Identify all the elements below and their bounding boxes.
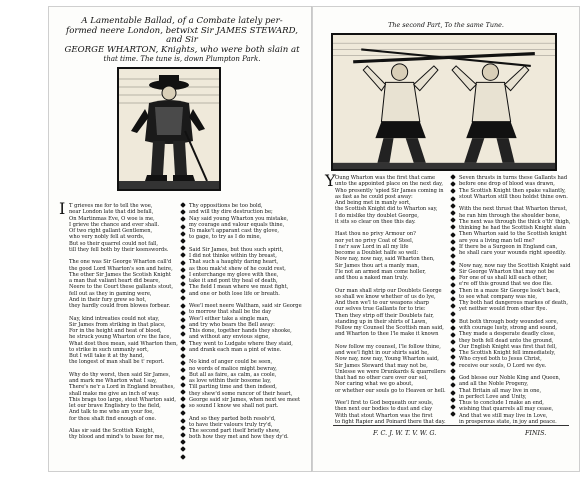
verse-line: to gage, to try as I do mine, <box>189 234 262 241</box>
verse-line: This done, together hands they shooke, <box>189 328 292 334</box>
verse-line: Who cryed both to Jesus Christ, <box>459 356 542 363</box>
verse-line: the Scottish Knight did to Wharton say, <box>335 206 438 213</box>
ornament-diamond-icon <box>180 267 186 273</box>
verse-line: For in the height and heat of blood, <box>69 328 162 334</box>
ornament-diamond-icon <box>450 361 456 367</box>
ornament-diamond-icon <box>450 296 456 302</box>
verse-line: Now nay, now nay, said Wharton then, <box>335 256 435 263</box>
title-line-4 <box>57 55 307 65</box>
verse-line: George said sir James, when next we meet <box>189 396 301 403</box>
ornament-diamond-icon <box>180 238 186 244</box>
verse-line: Then Wharton said to the Scottish knight <box>459 231 567 238</box>
verse-line: Wee'l first to God bequeath our souls, <box>335 400 434 406</box>
right-page <box>312 6 580 472</box>
verse-line: and mark me Wharton what I say, <box>69 378 157 384</box>
verse-line: Now nay, now nay the Scottish Knight said <box>459 262 571 269</box>
verse-line: a man that valiant heart did beare, <box>69 278 161 284</box>
ornament-diamond-icon <box>180 454 186 460</box>
verse-line: it sits so clear on thee this day. <box>335 218 416 225</box>
verse-line: Alas sir said the Scottish Knight, <box>69 428 155 434</box>
ornament-diamond-icon <box>450 318 456 324</box>
verse-line: Why do thy worst, then said Sir James, <box>69 371 171 378</box>
verse-line: before one drop of blood was drawn, <box>459 181 555 188</box>
ornament-diamond-icon <box>180 324 186 330</box>
verse-line: But all as faire, as calm, as coole, <box>189 371 277 378</box>
ornament-diamond-icon <box>180 296 186 302</box>
ornament-diamond-icon <box>450 347 456 353</box>
verse-line: my courage and valour equals thine, <box>189 221 285 228</box>
ornament-diamond-icon <box>180 217 186 223</box>
verse-line: as thou mak'st shew of he could rest, <box>189 265 286 272</box>
verse-line: What dost thou mean, said Wharton then, <box>69 340 178 347</box>
verse-line: he struck young Wharton o're the face, <box>69 334 172 341</box>
ornament-diamond-icon <box>180 418 186 424</box>
ornament-diamond-icon <box>180 411 186 417</box>
verse-line: The second part itself briefly shew, <box>189 428 281 434</box>
verse-line: I do mislike thy doublet George, <box>335 212 419 219</box>
verse-line: Neere to the Court these gallants stout, <box>69 284 173 291</box>
standing-gentleman-woodcut-icon <box>117 67 221 191</box>
verse-line: Thy both had dangerous markes of death, <box>459 300 568 306</box>
verse-line: that had no other care over our sel, <box>335 375 428 381</box>
verse-line: thinking he had the Scottish Knight slain <box>459 225 566 231</box>
verse-line: The one was Sir George Wharton call'd <box>69 259 172 266</box>
ornament-diamond-icon <box>450 397 456 403</box>
verse-line: then next our bodies to dust and clay <box>335 406 432 413</box>
verse-line: For one of us shall kill each other, <box>459 275 548 281</box>
verse-line: nor yet no privy Coat of Steel, <box>335 237 414 244</box>
verse-line: That such a haughty daring heart, <box>189 259 279 266</box>
verse-line: to morrow that shall be the day <box>189 309 272 316</box>
ornament-diamond-icon <box>450 189 456 195</box>
ornament-diamond-icon <box>450 260 456 266</box>
verse-line: If there be a Surgeon in England can, <box>459 243 558 250</box>
right-column-1 <box>335 175 449 425</box>
verse-line: No kind of anger could be seen, <box>189 359 273 366</box>
verse-line: But so their quarrel could not fall, <box>69 240 159 247</box>
verse-line: Sir James thou art a manly man, <box>335 262 420 269</box>
ornament-diamond-icon <box>450 196 456 202</box>
verse-line: I ne'r saw Lord in all my life <box>335 243 409 250</box>
verse-line: And talk to me who am your foe, <box>69 409 154 416</box>
verse-line: Seven thrusts in turns these Gallants had <box>459 175 568 181</box>
verse-line: The next was through the thick o'th' thigh, <box>459 218 571 225</box>
verse-line: and without any envious signe, <box>189 334 270 341</box>
verse-line: And then we'l to our weapons sharp <box>335 300 429 306</box>
verse-line: Nor caring what we go about, <box>335 381 413 388</box>
ornament-diamond-icon <box>180 360 186 366</box>
verse-line: and Wharton to thee I'le make it known <box>335 331 439 338</box>
verse-line: Follow my Counsel the Scottish man said, <box>335 325 444 331</box>
verse-line: Of two right gallant Gentlemen, <box>69 228 153 234</box>
ornament-diamond-icon <box>450 203 456 209</box>
ornament-diamond-icon <box>180 202 186 208</box>
ballad-title <box>57 17 307 65</box>
verse-line: e're off this ground that we doe flie. <box>459 281 553 288</box>
verse-line: and one or both lose life or breath. <box>189 290 280 297</box>
verse-line: And that we still may live in Love, <box>459 412 548 419</box>
verse-line: Now follow my counsel, I'le follow thine, <box>335 343 441 350</box>
verse-line: and wee'l fight in our shirts said he, <box>335 350 429 356</box>
running-head: The second Part, To the same Tune. <box>388 21 504 29</box>
ornament-diamond-icon <box>180 317 186 323</box>
ornament-diamond-icon <box>180 439 186 445</box>
ornament-diamond-icon <box>180 353 186 359</box>
left-column-ornament <box>181 203 185 462</box>
verse-line: Till parting time and then indeed, <box>189 384 277 391</box>
verse-line: With that stout Wharton was the first <box>335 412 433 419</box>
verse-line: But both through body wounded sore, <box>459 318 559 325</box>
verse-line: Who presently 'spied Sir James coming in <box>335 187 444 194</box>
left-column-1 <box>69 203 181 441</box>
verse-line: Nay, kind intreaties could not stay, <box>69 315 160 322</box>
ornament-diamond-icon <box>180 245 186 251</box>
verse-line: Our English Knight was first that fell, <box>459 343 557 350</box>
right-column-2 <box>459 175 577 425</box>
ornament-diamond-icon <box>450 268 456 274</box>
verse-line: The field I mean where we must fight, <box>189 284 289 291</box>
verse-line: the longest of man shall be t' report. <box>69 359 165 366</box>
verse-line: This brags too large, stout Wharton said, <box>69 396 176 403</box>
verse-line: Oung Wharton was the first that came <box>335 175 435 181</box>
verse-line: The other Sir James the Scotish Knight <box>69 271 171 278</box>
ornament-diamond-icon <box>180 274 186 280</box>
verse-line: unto the appointed place on the next day, <box>335 181 444 188</box>
verse-line: Sir James Steward that may not be, <box>335 362 428 369</box>
ornament-diamond-icon <box>450 275 456 281</box>
verse-line: Then in a maze Sir George look't back, <box>459 287 561 294</box>
verse-line: There's ne'r a Lord in England breathes, <box>69 384 175 391</box>
ornament-diamond-icon <box>180 403 186 409</box>
verse-line: And being met in manly sort, <box>335 200 411 206</box>
verse-line: who very nobly fell at words, <box>69 234 145 241</box>
verse-line: with courage lusty, strong and sound, <box>459 325 558 331</box>
ornament-diamond-icon <box>180 339 186 345</box>
ornament-diamond-icon <box>450 332 456 338</box>
title-line-3: GEORGE WHARTON, Knights, who were both slain at <box>64 44 300 55</box>
ornament-diamond-icon <box>450 181 456 187</box>
ornament-diamond-icon <box>450 210 456 216</box>
verse-line: let our brave Englishry to the field, <box>69 403 161 409</box>
ornament-diamond-icon <box>180 382 186 388</box>
verse-line: Unlesse we were Drunkards & quarrellers <box>335 368 446 375</box>
verse-line: and try who bears the Bell away: <box>189 321 275 328</box>
verse-line: take it and pont thy heal of death, <box>189 278 278 284</box>
verse-line: God blesse our Noble King and Queen, <box>459 375 561 381</box>
verse-line: I did not thinke within thy breast, <box>189 253 277 259</box>
right-column-ornament <box>451 175 455 419</box>
verse-line: or whether our souls go to Heaven or hell. <box>335 387 446 394</box>
verse-line: are you a living man tell me? <box>459 237 535 244</box>
ornament-diamond-icon <box>180 224 186 230</box>
verse-line: and will thy dire destruction be; <box>189 209 273 216</box>
verse-line: he ran him through the shoulder bone, <box>459 212 561 219</box>
ornament-diamond-icon <box>450 232 456 238</box>
verse-line: Sir James from striking in that place, <box>69 321 166 328</box>
ornament-diamond-icon <box>450 282 456 288</box>
verse-line: wishing that quarrels all may cease, <box>459 406 554 413</box>
verse-line: and drank each man a pint of wine. <box>189 346 282 353</box>
ornament-diamond-icon <box>180 260 186 266</box>
verse-line: That Britain all may live in one, <box>459 387 542 394</box>
verse-line: With the next thrust that Wharton thrust, <box>459 206 568 213</box>
ornament-diamond-icon <box>450 375 456 381</box>
ornament-diamond-icon <box>450 304 456 310</box>
verse-line: till they fell both by their keenswords. <box>69 246 169 253</box>
printer-initials: F. C. J. W. T. V. W. G. <box>373 429 437 437</box>
ornament-diamond-icon <box>450 224 456 230</box>
verse-line: Now nay, now nay, Young Wharton said, <box>335 356 439 363</box>
verse-line: I enterchange my glove with thee, <box>189 271 279 278</box>
verse-line: to strike in such unmanly sort, <box>69 346 149 353</box>
footer-rule <box>333 425 569 426</box>
verse-line: shall make me give an inch of way. <box>69 390 160 397</box>
verse-line: they shew'd some rancor of their heart, <box>189 390 293 397</box>
ornament-diamond-icon <box>450 339 456 345</box>
verse-line: for thou shalt find enough of one. <box>69 415 157 422</box>
ornament-diamond-icon <box>180 432 186 438</box>
ornament-diamond-icon <box>180 375 186 381</box>
ornament-diamond-icon <box>180 332 186 338</box>
title-line-1: A Lamentable Ballad, of a Combate lately per- <box>81 16 283 26</box>
ornament-diamond-icon <box>180 389 186 395</box>
ornament-diamond-icon <box>450 325 456 331</box>
verse-line: Hast thou no privy Armour on? <box>335 231 416 238</box>
verse-line: our selves true Gallants for to trie: <box>335 306 426 313</box>
verse-line: as love within their bosome lay, <box>189 378 272 384</box>
title-line-4-text: that time. <box>103 55 139 64</box>
left-column-2 <box>189 203 309 441</box>
ornament-diamond-icon <box>180 310 186 316</box>
ornament-diamond-icon <box>450 404 456 410</box>
ornament-diamond-icon <box>180 425 186 431</box>
ornament-diamond-icon <box>180 447 186 453</box>
verse-line: they hardly could from blowes forbear. <box>69 303 171 309</box>
verse-line: They made a desperate deadly close, <box>459 331 556 338</box>
verse-line: so shall we know whether of us do lye, <box>335 293 436 300</box>
ornament-diamond-icon <box>450 411 456 417</box>
verse-line: both how they met and how they dy'd. <box>189 434 289 441</box>
finis-mark: FINIS. <box>525 429 547 437</box>
ornament-diamond-icon <box>180 281 186 287</box>
verse-line: Wee'l meet neere Waltham, said sir George <box>189 303 302 309</box>
verse-line: Thus to conclude I make an end, <box>459 400 544 406</box>
verse-line: stout Wharton still thou holdst thine own. <box>459 193 568 200</box>
verse-line: thy blood and mind's to base for me, <box>69 434 165 441</box>
verse-line: fell out as they in gaming were, <box>69 290 152 297</box>
verse-line: On Martinmas Eve, O woe is me, <box>69 215 155 222</box>
verse-line: so sound I know we shall not part. <box>189 403 279 409</box>
verse-line: And so they parted both resolv'd, <box>189 415 276 422</box>
verse-line: They went to Ludgate where they staid, <box>189 340 293 347</box>
tune-text: The tune is, down Plumpton Park. <box>140 55 261 64</box>
ornament-diamond-icon <box>180 303 186 309</box>
ornament-diamond-icon <box>450 390 456 396</box>
verse-line: in prosperous state, in joy and peace. <box>459 418 557 425</box>
verse-line: he shall care your wounds right speedily. <box>459 250 566 256</box>
verse-line: and thou a naked man truly. <box>335 275 409 281</box>
verse-line: to fight Rapier and Poinard there that day. <box>335 418 446 425</box>
verse-line: to have their valours truly try'd, <box>189 421 273 428</box>
verse-line: And in their fury grew so hot, <box>69 296 147 303</box>
left-page <box>48 6 312 472</box>
ornament-diamond-icon <box>450 246 456 252</box>
ornament-diamond-icon <box>180 288 186 294</box>
verse-line: in perfect Love and Unity, <box>459 393 527 400</box>
ornament-diamond-icon <box>180 367 186 373</box>
verse-line: The Scottish Knight fell immediately, <box>459 350 556 356</box>
ornament-diamond-icon <box>450 383 456 389</box>
ornament-diamond-icon <box>180 396 186 402</box>
verse-line: The Scottish Knight then spake valiantly, <box>459 187 566 194</box>
ornament-diamond-icon <box>180 346 186 352</box>
verse-line: the good Lord Wharton's son and heire, <box>69 265 173 272</box>
verse-line: But I will take it at thy hand, <box>69 353 144 359</box>
verse-line: Said Sir James, but thou such spirit, <box>189 246 284 253</box>
verse-line: Nay said young Wharton you mistake, <box>189 215 289 222</box>
left-dropcap: I <box>59 199 66 218</box>
ornament-diamond-icon <box>180 252 186 258</box>
ornament-diamond-icon <box>450 239 456 245</box>
verse-line: I grieve the chance and ever shall. <box>69 221 160 228</box>
verse-line: T grieves me for to tell the woe, <box>69 203 153 209</box>
verse-line: Then they strip off their Doublets fair, <box>335 312 434 319</box>
ornament-diamond-icon <box>450 311 456 317</box>
verse-line: to see what company was nie, <box>459 293 538 300</box>
ornament-diamond-icon <box>180 231 186 237</box>
verse-line: become a Doublet halfe so well: <box>335 250 419 256</box>
ornament-diamond-icon <box>450 289 456 295</box>
verse-line: and all the Noble Progeny, <box>459 381 529 388</box>
ornament-diamond-icon <box>450 253 456 259</box>
verse-line: Wee'l either take a single man, <box>189 315 270 322</box>
right-dropcap: Y <box>325 171 336 190</box>
verse-line: standing up in their shirts of Lawn, <box>335 318 428 325</box>
two-swordsmen-duel-woodcut-icon <box>331 33 557 171</box>
verse-line: Our man shall strip our Doublets George <box>335 287 442 294</box>
verse-line: Sir George Wharton that may not be <box>459 268 555 275</box>
verse-line: as fast as he could post away: <box>335 193 413 200</box>
verse-line: To make't apparant cast thy glove, <box>189 228 280 234</box>
verse-line: I'le not an armed man come holler, <box>335 268 426 275</box>
verse-line: near London late that did befall, <box>69 209 154 216</box>
title-line-2: formed neere London, betwixt Sir JAMES STEWARD, and Sir <box>66 25 298 46</box>
ornament-diamond-icon <box>450 217 456 223</box>
verse-line: yet neither would from other flye. <box>459 306 548 313</box>
verse-line: Thy oppositions be too bold, <box>189 203 263 209</box>
verse-line: no words of malice might bewray, <box>189 365 277 372</box>
ornament-diamond-icon <box>180 209 186 215</box>
ornament-diamond-icon <box>450 368 456 374</box>
ornament-diamond-icon <box>450 174 456 180</box>
ornament-diamond-icon <box>450 354 456 360</box>
verse-line: they both fell dead unto the ground, <box>459 337 554 344</box>
verse-line: receive our souls, O Lord we dye. <box>459 362 547 369</box>
